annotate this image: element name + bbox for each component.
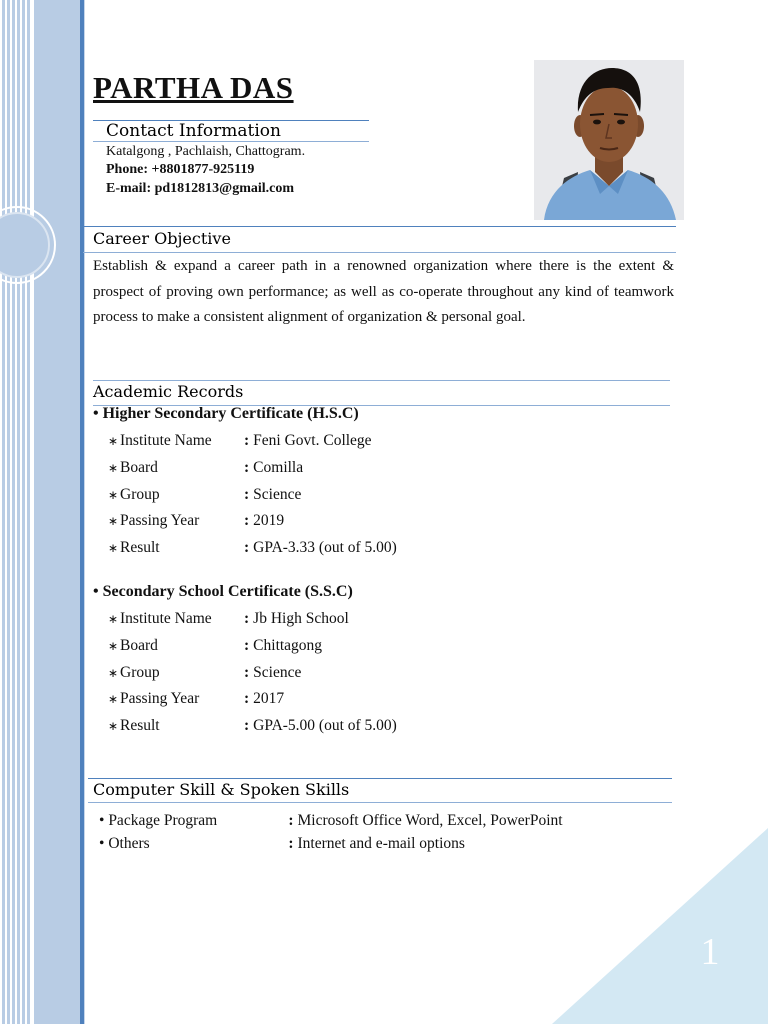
skill-colon: : [288,812,294,829]
star-bullet-icon: ∗ [108,692,119,706]
skill-row [99,812,563,830]
band-divider [30,0,34,1024]
row-label: Passing Year [120,512,200,529]
row-label: Board [120,637,158,654]
skill-colon: : [288,835,294,852]
row-colon: : [244,610,250,627]
ssc-row [108,690,284,708]
hsc-row [108,539,397,557]
row-label: Board [120,459,158,476]
bullet-icon: • [99,835,105,852]
star-bullet-icon: ∗ [108,612,119,626]
skill-row [99,835,465,853]
objective-top-rule [83,226,676,227]
skills-heading: Computer Skill & Spoken Skills [93,780,350,799]
row-label: Group [120,664,160,681]
row-value: 2019 [253,512,285,529]
objective-bottom-rule [83,252,676,253]
star-bullet-icon: ∗ [108,514,119,528]
skill-value: Microsoft Office Word, Excel, PowerPoint [297,812,563,829]
portrait-illustration [534,60,684,220]
hsc-row [108,459,303,477]
row-colon: : [244,637,250,654]
row-value: Science [253,664,302,681]
row-label: Institute Name [120,610,212,627]
row-label: Result [120,717,160,734]
row-value: Science [253,486,302,503]
row-colon: : [244,486,250,503]
row-label: Institute Name [120,432,212,449]
row-value: GPA-5.00 (out of 5.00) [253,717,397,734]
objective-accent-bar [80,226,83,254]
row-label: Passing Year [120,690,200,707]
row-value: Feni Govt. College [253,432,372,449]
skills-bottom-rule [88,802,672,803]
objective-heading: Career Objective [93,229,231,248]
skill-label: Others [108,835,150,852]
bullet-icon: • [93,583,99,600]
row-value: Chittagong [253,637,323,654]
row-value: Comilla [253,459,304,476]
band-stripes [0,0,30,1024]
contact-heading: Contact Information [106,121,281,141]
academic-heading: Academic Records [93,382,244,401]
row-colon: : [244,717,250,734]
row-colon: : [244,459,250,476]
star-bullet-icon: ∗ [108,639,119,653]
contact-email: E-mail: pd1812813@gmail.com [106,181,295,196]
skill-value: Internet and e-mail options [297,835,465,852]
star-bullet-icon: ∗ [108,719,119,733]
academic-top-rule [93,380,670,381]
row-value: 2017 [253,690,285,707]
skills-top-rule [88,778,672,779]
profile-photo [534,60,684,220]
star-bullet-icon: ∗ [108,541,119,555]
objective-text: Establish & expand a career path in a renowned organization where there is the extent & prospect of proving own performance; as well as co-operate throughout any kind of teamwork process to make a consistent alignment of organization & personal goal. [93,258,674,325]
hsc-row [108,432,372,450]
applicant-name: PARTHA DAS [93,70,294,105]
bullet-icon: • [99,812,105,829]
row-colon: : [244,690,250,707]
star-bullet-icon: ∗ [108,434,119,448]
row-colon: : [244,432,250,449]
row-value: GPA-3.33 (out of 5.00) [253,539,397,556]
star-bullet-icon: ∗ [108,461,119,475]
hsc-row [108,512,284,530]
band-edge-shadow [84,0,85,1024]
hsc-title [93,405,359,423]
page-number: 1 [700,931,720,973]
ssc-row [108,664,301,682]
ssc-title-text: Secondary School Certificate (S.S.C) [102,583,353,600]
contact-bottom-rule [93,141,369,142]
corner-triangle [552,828,768,1024]
star-bullet-icon: ∗ [108,488,119,502]
hsc-title-text: Higher Secondary Certificate (H.S.C) [102,405,359,422]
row-label: Group [120,486,160,503]
row-value: Jb High School [253,610,349,627]
ssc-row [108,610,349,628]
star-bullet-icon: ∗ [108,666,119,680]
ssc-row [108,717,397,735]
contact-address: Katalgong , Pachlaish, Chattogram. [106,144,306,159]
row-colon: : [244,664,250,681]
contact-phone: Phone: +8801877-925119 [106,162,255,177]
row-colon: : [244,539,250,556]
row-label: Result [120,539,160,556]
ssc-title [93,583,353,601]
bullet-icon: • [93,405,99,422]
ssc-row [108,637,322,655]
skill-label: Package Program [108,812,218,829]
hsc-row [108,486,301,504]
row-colon: : [244,512,250,529]
